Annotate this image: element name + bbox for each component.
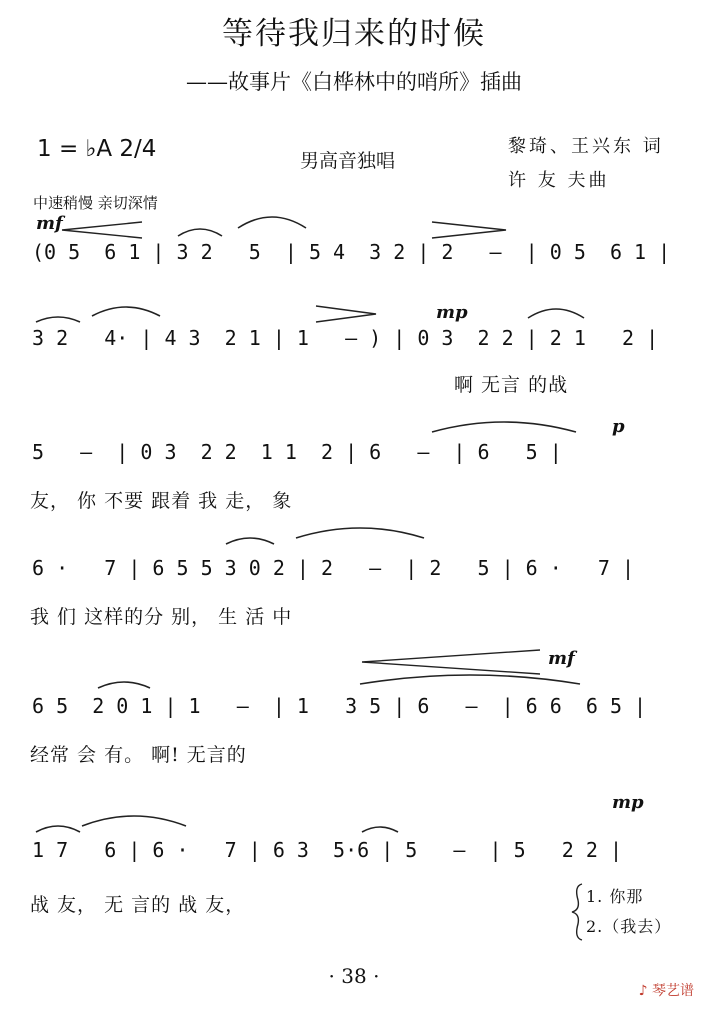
slur-mark <box>36 317 80 322</box>
slur-mark <box>528 309 584 318</box>
dynamic-marking: mp <box>612 792 644 813</box>
slur-mark <box>362 827 398 832</box>
tempo-marking: 中速稍慢 亲切深情 <box>33 194 158 212</box>
page-number: · 38 · <box>328 964 380 988</box>
slur-mark <box>432 422 576 432</box>
lyrics-line-2: 啊 无言 的战 <box>454 374 569 396</box>
key-signature: 1 = ♭A 2/4 <box>37 136 157 162</box>
watermark-text: 琴艺谱 <box>652 983 694 999</box>
slur-mark <box>36 826 80 832</box>
slur-mark <box>296 528 424 538</box>
lyrics-line-3: 友， 你 不要 跟着 我 走， 象 <box>30 490 293 512</box>
ending-2-lyric: 2.（我去） <box>586 917 672 936</box>
notation-line-1: (0 5 6 1 | 3 2 5 | 5 4 3 2 | 2 — | 0 5 6 1 | <box>32 240 671 264</box>
notation-line-6: 1 7 6 | 6 · 7 | 6 3 5·6 | 5 — | 5 2 2 | <box>32 838 623 862</box>
composer-credit: 许 友 夫曲 <box>508 170 610 191</box>
slur-mark <box>238 217 306 228</box>
lyricist-credit: 黎琦、王兴东 词 <box>508 136 664 157</box>
crescendo-hairpin <box>62 222 142 238</box>
slur-mark <box>360 675 580 684</box>
slur-mark <box>178 229 222 236</box>
notation-line-2: 3 2 4· | 4 3 2 1 | 1 — ) | 0 3 2 2 | 2 1 2 | <box>32 326 659 350</box>
slur-mark <box>92 307 160 316</box>
song-title: 等待我归来的时候 <box>222 16 486 52</box>
dynamic-marking: mf <box>36 213 63 234</box>
lyrics-line-6: 战 友， 无 言的 战 友， <box>30 894 246 916</box>
slur-mark <box>82 816 186 826</box>
slur-mark <box>226 538 274 544</box>
ending-brace <box>572 884 582 940</box>
notation-line-3: 5 — | 0 3 2 2 1 1 2 | 6 — | 6 5 | <box>32 440 562 464</box>
slur-mark <box>98 682 150 688</box>
voice-type: 男高音独唱 <box>300 150 396 172</box>
ending-1-lyric: 1. 你那 <box>586 887 644 906</box>
dynamic-marking: mf <box>548 648 575 669</box>
lyrics-line-4: 我 们 这样的分 别， 生 活 中 <box>30 606 293 628</box>
lyrics-line-5: 经常 会 有。 啊! 无言的 <box>30 744 247 766</box>
decrescendo-hairpin <box>316 306 376 322</box>
notation-line-5: 6 5 2 0 1 | 1 — | 1 3 5 | 6 — | 6 6 6 5 | <box>32 694 647 718</box>
notation-line-4: 6 · 7 | 6 5 5 3 0 2 | 2 — | 2 5 | 6 · 7 | <box>32 556 635 580</box>
music-note-icon: ♪ <box>638 983 648 999</box>
dynamic-marking: p <box>612 416 625 437</box>
dynamic-marking: mp <box>436 302 468 323</box>
decrescendo-hairpin <box>432 222 506 238</box>
crescendo-hairpin <box>362 650 540 674</box>
song-subtitle: ——故事片《白桦林中的哨所》插曲 <box>186 70 522 94</box>
